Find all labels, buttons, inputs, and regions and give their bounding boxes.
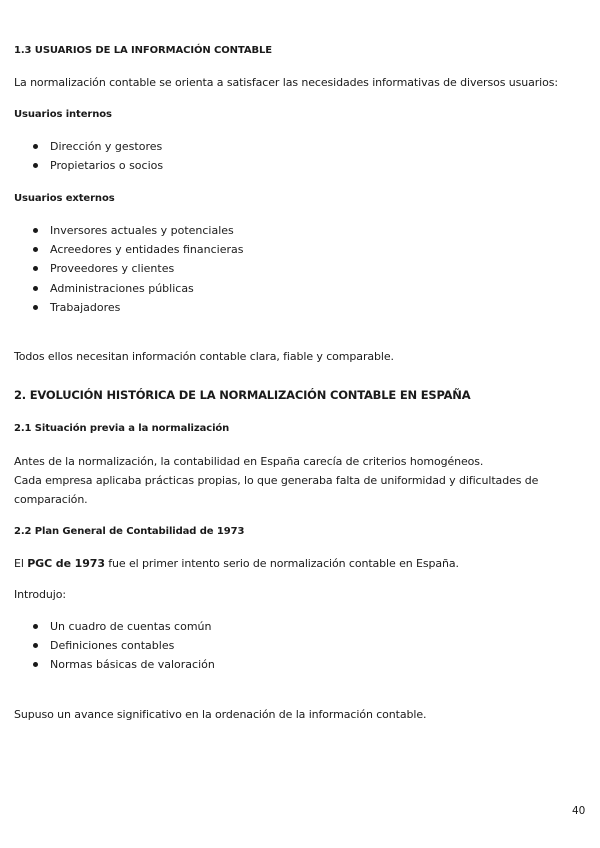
- pgc-1973-emphasis: PGC de 1973: [27, 557, 105, 570]
- external-users-heading: Usuarios externos: [14, 193, 115, 204]
- list-item: Acreedores y entidades financieras: [30, 240, 243, 259]
- list-item: Trabajadores: [30, 298, 243, 317]
- bullet-icon: [33, 163, 38, 168]
- bullet-icon: [33, 643, 38, 648]
- page-number: 40: [572, 805, 586, 817]
- section-2-1-title: 2.1 Situación previa a la normalización: [14, 423, 230, 434]
- section-2-title: 2. EVOLUCIÓN HISTÓRICA DE LA NORMALIZACIÓN CONTABLE EN ESPAÑA: [14, 388, 471, 402]
- list-item: Propietarios o socios: [30, 156, 163, 175]
- bullet-icon: [33, 624, 38, 629]
- bullet-icon: [33, 247, 38, 252]
- internal-users-list: [30, 137, 163, 175]
- section-2-1-line1: Antes de la normalización, la contabilidad en España carecía de criterios homogéneos.: [14, 455, 484, 468]
- section-2-1-line2: Cada empresa aplicaba prácticas propias, lo que generaba falta de uniformidad y dificultades de comparación.: [14, 474, 539, 506]
- bullet-icon: [33, 228, 38, 233]
- list-item: Definiciones contables: [30, 636, 215, 655]
- bullet-icon: [33, 305, 38, 310]
- pgc-1973-list: [30, 617, 215, 675]
- section-2-2-title: 2.2 Plan General de Contabilidad de 1973: [14, 526, 245, 537]
- introdujo-label: Introdujo:: [14, 588, 66, 601]
- bullet-icon: [33, 662, 38, 667]
- section-1-3-intro: La normalización contable se orienta a satisfacer las necesidades informativas de diversos usuarios:: [14, 76, 559, 89]
- list-item: Dirección y gestores: [30, 137, 163, 156]
- bullet-icon: [33, 286, 38, 291]
- bullet-icon: [33, 266, 38, 271]
- bullet-icon: [33, 144, 38, 149]
- section-2-2-conclusion: Supuso un avance significativo en la ordenación de la información contable.: [14, 708, 427, 721]
- list-item: Normas básicas de valoración: [30, 655, 215, 674]
- internal-users-heading: Usuarios internos: [14, 109, 112, 120]
- section-1-3-title: 1.3 USUARIOS DE LA INFORMACIÓN CONTABLE: [14, 45, 273, 56]
- list-item: Inversores actuales y potenciales: [30, 221, 243, 240]
- section-2-2-sentence: El PGC de 1973 fue el primer intento serio de normalización contable en España.: [14, 557, 459, 570]
- list-item: Un cuadro de cuentas común: [30, 617, 215, 636]
- section-1-3-conclusion: Todos ellos necesitan información contable clara, fiable y comparable.: [14, 350, 394, 363]
- external-users-list: [30, 221, 243, 317]
- section-2-1-paragraph: [14, 452, 574, 509]
- list-item: Administraciones públicas: [30, 279, 243, 298]
- list-item: Proveedores y clientes: [30, 259, 243, 278]
